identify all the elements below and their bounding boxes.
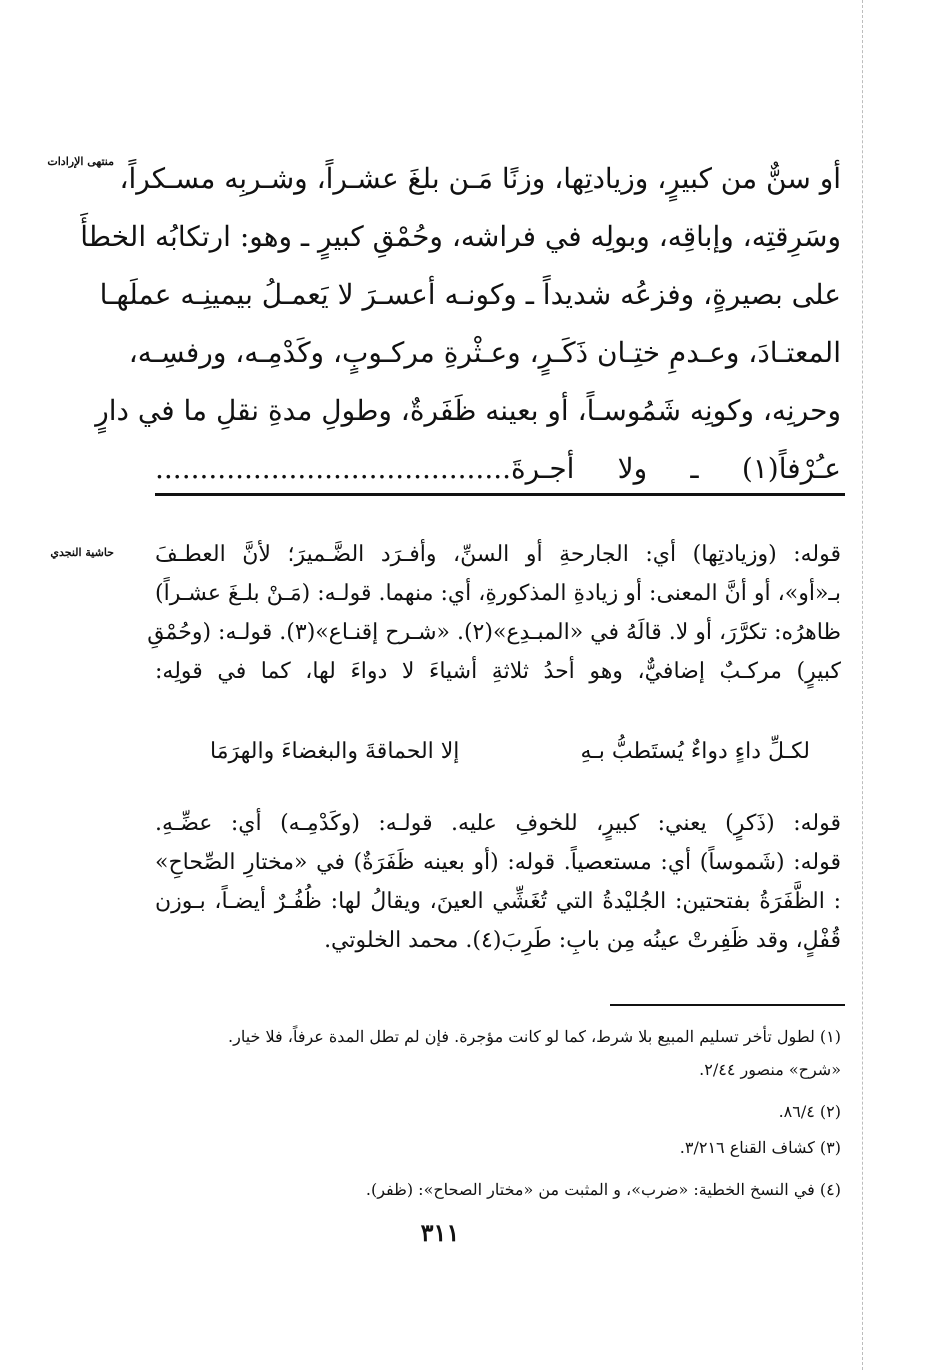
- page-edge-dotted-line: [862, 0, 863, 1370]
- footnote-separator-rule: [610, 1004, 845, 1006]
- matn-separator-rule: [155, 493, 845, 496]
- hashiya-line: قوله: (وزيادتِها) أي: الجارحةِ أو السنِّ، وأفـرَد الضَّـميرَ؛ لأنَّ العطـفَ: [155, 542, 841, 567]
- hashiya-line: قوله: (شَموساً) أي: مستعصياً. قوله: (أو بعينه ظَفَرَةٌ) في «مختارِ الصِّحاحِ»: [155, 850, 841, 875]
- page-number: ٣١١: [420, 1218, 460, 1247]
- verse-first-hemistich: لكـلِّ داءٍ دواءٌ يُستَطبُّ بـهِ: [580, 739, 810, 764]
- matn-line: المعتـادَ، وعـدمِ ختِـان ذَكَـرٍ، وعـثْرةِ مركـوبٍ، وكَدْمِـه، ورفسِـه،: [128, 336, 841, 369]
- hashiya-line: قُفْلٍ، وقد ظَفِرتْ عينُه مِن بابِ: طَرِبَ(٤). محمد الخلوتي.: [324, 928, 841, 953]
- verse-second-hemistich: إلا الحماقةَ والبغضاءَ والهرَمَا: [210, 739, 460, 764]
- hashiya-line: ظاهرُه: تكرَّرَ، أو لا. قالَهُ في «المبـدِع»(٢). «شـرح إقنـاع»(٣). قولـه: (وحُمْقِ: [147, 620, 841, 645]
- matn-line: على بصيرةٍ، وفزعُه شديداً ـ وكونـه أعسـرَ لا يَعمـلُ بيمينِـه عملَهـا: [99, 278, 841, 311]
- hashiya-line: بـ«أو»، أو أنَّ المعنى: أو زيادةِ المذكورةِ، أي: منهما. قولـه: (مَـنْ بلـغَ عشـراً): [155, 581, 841, 606]
- footnote-3-text: (٣) كشاف القناع ٣/٢١٦.: [679, 1138, 841, 1157]
- side-label-hashiya: حاشية النجدي: [50, 546, 114, 559]
- matn-line: وحرنِه، وكونِه شَمُوسـاً، أو بعينه ظَفَرةٌ، وطولِ مدةِ نقلِ ما في دارٍ: [95, 394, 841, 427]
- matn-line: عـُرْفاً(١) ـ ولا أجـرةَ........................................: [155, 452, 841, 485]
- matn-line: أو سنٌّ من كبيرٍ، وزيادتِها، وزنًا مَـن بلغَ عشـراً، وشـربِه مسـكراً،: [119, 162, 841, 195]
- hashiya-line: قوله: (ذَكرٍ) يعني: كبيرٍ، للخوفِ عليه. قولـه: (وكَدْمِـه) أي: عضِّـهِ.: [155, 811, 841, 836]
- hashiya-line: : الظَّفَرَةُ بفتحتين: الجُليْدةُ التي تُغَشِّي العينَ، ويقالُ لها: ظُفُـرٌ أيضـاً، بـوزن: [155, 889, 841, 914]
- footnote-1-line-1: (١) لطول تأخر تسليم المبيع بلا شرط، كما لو كانت مؤجرة. فإن لم تطل المدة عرفاً، فلا خيار.: [228, 1027, 841, 1046]
- footnote-2-text: (٢) ٨٦/٤.: [778, 1102, 841, 1121]
- matn-line: وسَرِقتِه، وإباقِه، وبولِه في فراشه، وحُمْقِ كبيرٍ ـ وهو: ارتكابُه الخطأَ: [80, 220, 841, 253]
- side-label-matn: منتهى الإرادات: [47, 155, 114, 168]
- poetry-verse: [210, 732, 810, 772]
- hashiya-line: كبيرٍ) مركـبٌ إضافيٌّ، وهو أحدُ ثلاثةِ أشياءَ لا دواءَ لها، كما في قولِه:: [155, 659, 841, 684]
- footnote-1-line-2: «شرح» منصور ٢/٤٤.: [699, 1060, 841, 1079]
- footnote-4-text: (٤) في النسخ الخطية: «ضرب»، و المثبت من «مختار الصحاح»: (ظفر).: [365, 1180, 841, 1199]
